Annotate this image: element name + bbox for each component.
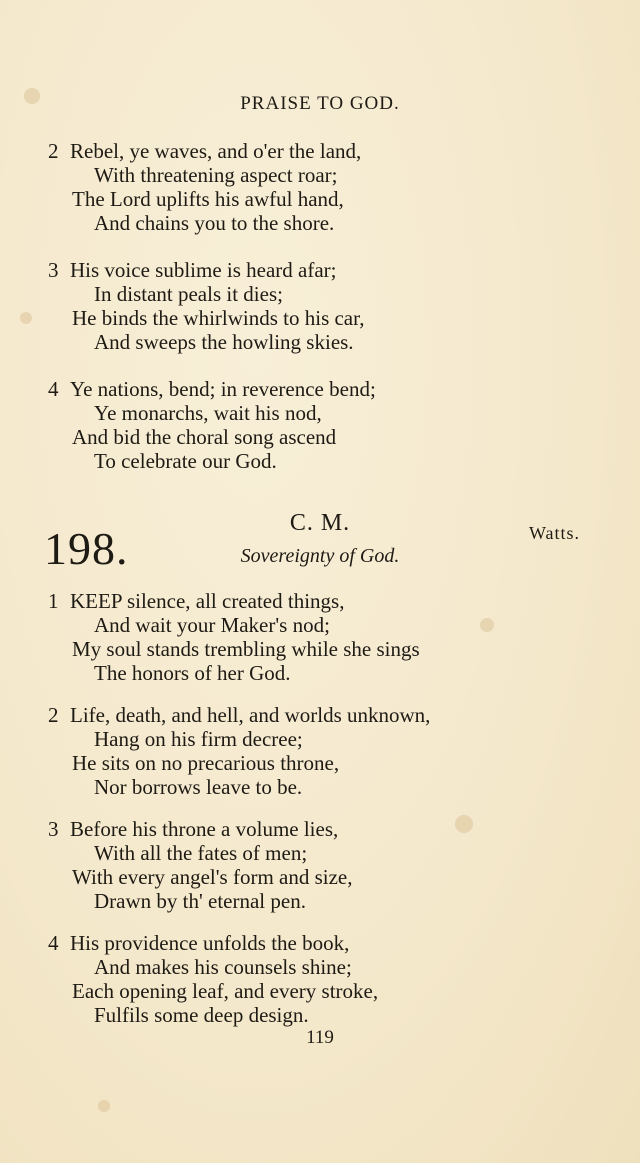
stanza bbox=[48, 377, 376, 473]
stanza-line: 2 Rebel, ye waves, and o'er the land, bbox=[48, 139, 362, 163]
stanza-line: 1 KEEP silence, all created things, bbox=[48, 589, 345, 613]
stanza-line: And chains you to the shore. bbox=[94, 211, 335, 235]
stanza bbox=[48, 139, 361, 235]
stanza bbox=[48, 703, 430, 799]
stanza bbox=[48, 817, 353, 913]
stanza-number: 4 bbox=[48, 931, 59, 955]
stanza-line: The Lord uplifts his awful hand, bbox=[72, 187, 344, 211]
stanza-number: 3 bbox=[48, 817, 59, 841]
stanza-number: 2 bbox=[48, 139, 59, 163]
stanza-line: My soul stands trembling while she sings bbox=[72, 637, 420, 661]
stanza-line: Hang on his firm decree; bbox=[94, 727, 303, 751]
stanza-number: 4 bbox=[48, 377, 59, 401]
stanza-line: With threatening aspect roar; bbox=[94, 163, 338, 187]
stanza-number: 2 bbox=[48, 703, 59, 727]
stanza-line: 3 Before his throne a volume lies, bbox=[48, 817, 339, 841]
stanza-line: Nor borrows leave to be. bbox=[94, 775, 303, 799]
stanza-number: 1 bbox=[48, 589, 59, 613]
stanza-line: To celebrate our God. bbox=[94, 449, 277, 473]
running-head: PRAISE TO GOD. bbox=[240, 93, 400, 114]
stanza-line: And bid the choral song ascend bbox=[72, 425, 337, 449]
paper-stain bbox=[455, 815, 473, 833]
stanza bbox=[48, 931, 378, 1027]
stanza-line: Ye monarchs, wait his nod, bbox=[94, 401, 322, 425]
stanza-line: Each opening leaf, and every stroke, bbox=[72, 979, 379, 1003]
stanza-line: 4 Ye nations, bend; in reverence bend; bbox=[48, 377, 376, 401]
stanza bbox=[48, 258, 365, 354]
stanza-line: Drawn by th' eternal pen. bbox=[94, 889, 306, 913]
stanza-line: He sits on no precarious throne, bbox=[72, 751, 340, 775]
paper-stain bbox=[98, 1100, 110, 1112]
stanza-line: In distant peals it dies; bbox=[94, 282, 283, 306]
stanza-line: With every angel's form and size, bbox=[72, 865, 353, 889]
stanza-line: 4 His providence unfolds the book, bbox=[48, 931, 350, 955]
stanza-line: The honors of her God. bbox=[94, 661, 291, 685]
stanza-number: 3 bbox=[48, 258, 59, 282]
paper-stain bbox=[480, 618, 494, 632]
stanza-line: And makes his counsels shine; bbox=[94, 955, 352, 979]
stanza-line: With all the fates of men; bbox=[94, 841, 308, 865]
stanza-line: He binds the whirlwinds to his car, bbox=[72, 306, 365, 330]
hymn-author: Watts. bbox=[528, 523, 580, 543]
stanza-line: 2 Life, death, and hell, and worlds unknown, bbox=[48, 703, 431, 727]
stanza-line: And sweeps the howling skies. bbox=[94, 330, 354, 354]
page-number: 119 bbox=[306, 1027, 334, 1048]
stanza-line: And wait your Maker's nod; bbox=[94, 613, 330, 637]
hymn-meter: C. M. bbox=[289, 510, 351, 536]
hymn-subject: Sovereignty of God. bbox=[240, 545, 400, 567]
stanza-line: 3 His voice sublime is heard afar; bbox=[48, 258, 337, 282]
hymn-number: 198. bbox=[44, 523, 129, 574]
stanza bbox=[48, 589, 420, 685]
paper-stain bbox=[20, 312, 32, 324]
stanza-line: Fulfils some deep design. bbox=[94, 1003, 309, 1027]
